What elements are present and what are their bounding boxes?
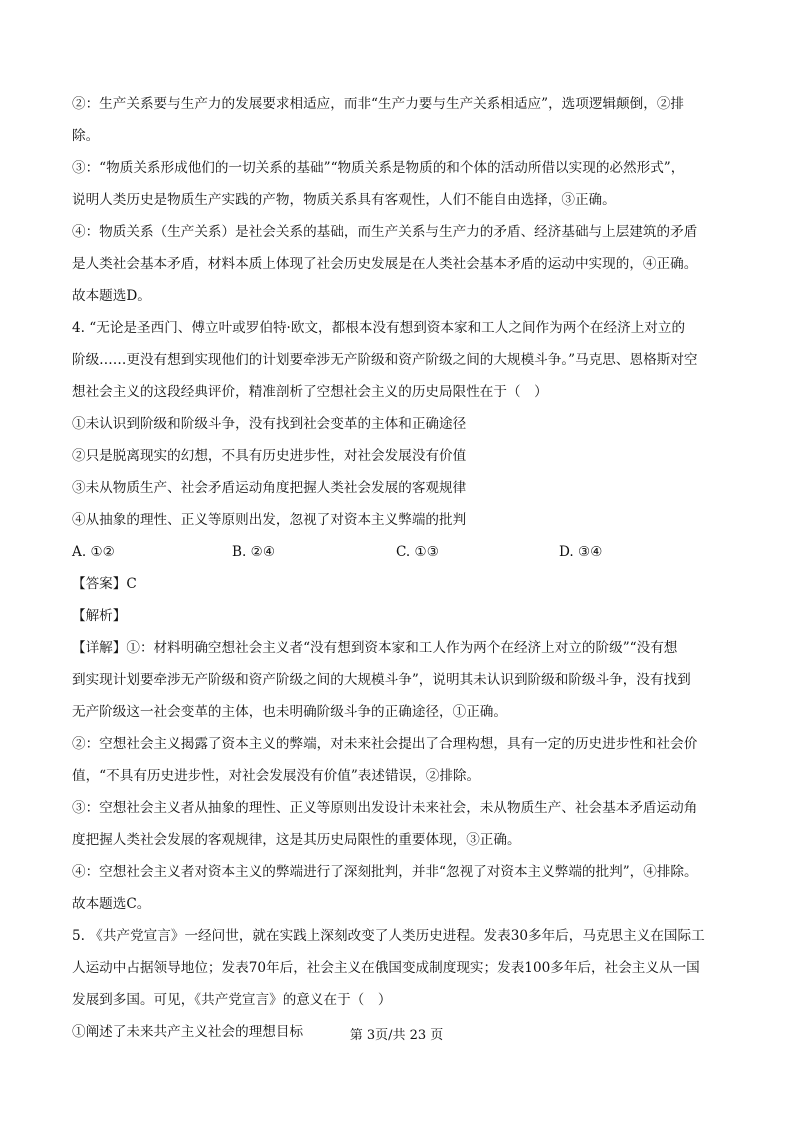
text-line: 阶级……更没有想到实现他们的计划要牵涉无产阶级和资产阶级之间的大规模斗争。”马克思、恩格斯对空 — [72, 352, 698, 368]
text-line: 是人类社会基本矛盾，材料本质上体现了社会历史发展是在人类社会基本矛盾的运动中实现的，④正确。 — [72, 256, 698, 272]
text-line: ④：空想社会主义者对资本主义的弊端进行了深刻批判，并非“忽视了对资本主义弊端的批判”，④排除。 — [72, 864, 698, 880]
text-line: 除。 — [72, 128, 100, 144]
text-line: ④：物质关系（生产关系）是社会关系的基础，而生产关系与生产力的矛盾、经济基础与上层建筑的矛盾 — [72, 224, 698, 240]
text-line: ②：生产关系要与生产力的发展要求相适应，而非“生产力要与生产关系相适应”，选项逻辑颠倒，②排 — [72, 96, 685, 112]
question-4-stem: 4. “无论是圣西门、傅立叶或罗伯特·欧文，都根本没有想到资本家和工人之间作为两个在经济上对立的 — [72, 320, 686, 336]
text-line: 值，“不具有历史进步性，对社会发展没有价值”表述错误，②排除。 — [72, 768, 481, 784]
statement-3: ③未从物质生产、社会矛盾运动角度把握人类社会发展的客观规律 — [72, 480, 467, 496]
answer-options — [72, 543, 732, 561]
option-b: B. ②④ — [232, 544, 276, 560]
statement-4: ④从抽象的理性、正义等原则出发，忽视了对资本主义弊端的批判 — [72, 512, 467, 528]
text-line: ③：空想社会主义者从抽象的理性、正义等原则出发设计未来社会，未从物质生产、社会基本矛盾运动角 — [72, 800, 698, 816]
statement-2: ②只是脱离现实的幻想，不具有历史进步性，对社会发展没有价值 — [72, 448, 467, 464]
statement-1: ①未认识到阶级和阶级斗争，没有找到社会变革的主体和正确途径 — [72, 416, 467, 432]
text-line: 无产阶级这一社会变革的主体，也未明确阶级斗争的正确途径，①正确。 — [72, 704, 507, 720]
text-line: 到实现计划要牵涉无产阶级和资产阶级之间的大规模斗争”，说明其未认识到阶级和阶级斗争，没有找到 — [72, 672, 691, 688]
text-line: 故本题选C。 — [72, 896, 151, 912]
text-line: 发展到多国。可见，《共产党宣言》的意义在于（ ） — [72, 992, 392, 1008]
option-a: A. ①② — [72, 544, 115, 560]
page-number: 第 3页/共 23 页 — [349, 1028, 444, 1043]
analysis-label: 【解析】 — [72, 608, 127, 624]
option-c: C. ①③ — [396, 544, 439, 560]
text-line: 想社会主义的这段经典评价，精准剖析了空想社会主义的历史局限性在于（ ） — [72, 384, 548, 400]
statement-1: ①阐述了未来共产主义社会的理想目标 — [72, 1024, 304, 1040]
text-line: 度把握人类社会发展的客观规律，这是其历史局限性的重要体现，③正确。 — [72, 832, 521, 848]
text-line: ②：空想社会主义揭露了资本主义的弊端，对未来社会提出了合理构想，具有一定的历史进步性和社会价 — [72, 736, 698, 752]
text-line: 说明人类历史是物质生产实践的产物，物质关系具有客观性，人们不能自由选择，③正确。 — [72, 192, 616, 208]
text-line: 【详解】①：材料明确空想社会主义者“没有想到资本家和工人作为两个在经济上对立的阶级”“没有想 — [72, 640, 678, 656]
text-line: 故本题选D。 — [72, 288, 151, 304]
question-5-stem: 5. 《共产党宣言》一经问世，就在实践上深刻改变了人类历史进程。发表30多年后，马克思主义在国际工 — [72, 928, 705, 944]
option-d: D. ③④ — [559, 544, 603, 560]
answer-label: 【答案】C — [72, 576, 137, 592]
text-line: ③：“物质关系形成他们的一切关系的基础”“物质关系是物质的和个体的活动所借以实现的必然形式”， — [72, 160, 685, 176]
text-line: 人运动中占据领导地位；发表70年后，社会主义在俄国变成制度现实；发表100多年后，社会主义从一国 — [72, 960, 700, 976]
